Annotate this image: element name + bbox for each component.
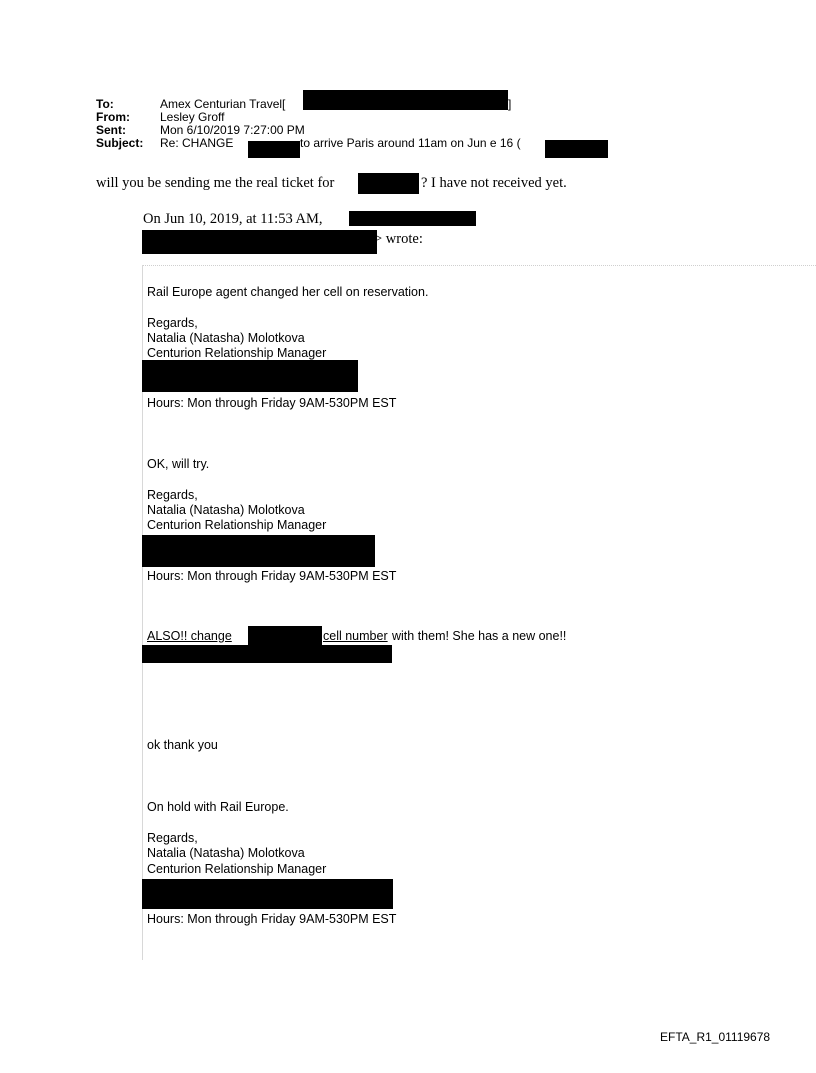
signature-name: Natalia (Natasha) Molotkova bbox=[147, 846, 305, 860]
to-close-bracket: ] bbox=[508, 97, 512, 111]
attribution-line2: > wrote: bbox=[374, 231, 423, 247]
subject-middle: to arrive Paris around 11am on Jun e 16 ( bbox=[300, 136, 521, 150]
quote-divider bbox=[142, 265, 816, 266]
redaction-bar bbox=[248, 626, 322, 646]
signature-regards: Regards, bbox=[147, 316, 198, 330]
quoted-message-also: ALSO!! change bbox=[147, 629, 232, 643]
quoted-message: ok thank you bbox=[147, 738, 218, 752]
sent-value: Mon 6/10/2019 7:27:00 PM bbox=[160, 123, 305, 137]
from-value: Lesley Groff bbox=[160, 110, 225, 124]
quoted-message-also-rest: with them! She has a new one!! bbox=[392, 629, 567, 643]
reply-text-part1: will you be sending me the real ticket for bbox=[96, 175, 335, 191]
subject-prefix: Re: CHANGE bbox=[160, 136, 234, 150]
redaction-bar bbox=[358, 173, 419, 194]
redaction-bar bbox=[142, 645, 392, 663]
signature-name: Natalia (Natasha) Molotkova bbox=[147, 503, 305, 517]
subject-label: Subject: bbox=[96, 136, 144, 150]
signature-name: Natalia (Natasha) Molotkova bbox=[147, 331, 305, 345]
to-label: To: bbox=[96, 97, 114, 111]
sent-label: Sent: bbox=[96, 123, 126, 137]
quoted-message: Rail Europe agent changed her cell on reservation. bbox=[147, 285, 429, 299]
quoted-message: On hold with Rail Europe. bbox=[147, 800, 289, 814]
redaction-bar bbox=[142, 230, 377, 254]
signature-role: Centurion Relationship Manager bbox=[147, 862, 327, 876]
signature-regards: Regards, bbox=[147, 488, 198, 502]
signature-role: Centurion Relationship Manager bbox=[147, 518, 327, 532]
signature-hours: Hours: Mon through Friday 9AM-530PM EST bbox=[147, 396, 397, 410]
attribution-line1: On Jun 10, 2019, at 11:53 AM, bbox=[143, 211, 323, 227]
signature-hours: Hours: Mon through Friday 9AM-530PM EST bbox=[147, 912, 397, 926]
quoted-message: OK, will try. bbox=[147, 457, 210, 471]
from-label: From: bbox=[96, 110, 130, 124]
redaction-bar bbox=[303, 90, 508, 110]
redaction-bar bbox=[142, 879, 393, 909]
redaction-bar bbox=[349, 211, 476, 226]
document-id: EFTA_R1_01119678 bbox=[660, 1030, 771, 1044]
redaction-bar bbox=[248, 141, 300, 158]
signature-regards: Regards, bbox=[147, 831, 198, 845]
redaction-bar bbox=[545, 140, 608, 158]
to-value: Amex Centurian Travel[ bbox=[160, 97, 286, 111]
signature-role: Centurion Relationship Manager bbox=[147, 346, 327, 360]
reply-text-part2: ? I have not received yet. bbox=[421, 175, 567, 191]
redaction-bar bbox=[142, 360, 358, 392]
signature-hours: Hours: Mon through Friday 9AM-530PM EST bbox=[147, 569, 397, 583]
quoted-message-also-cell: cell number bbox=[323, 629, 388, 643]
redaction-bar bbox=[142, 535, 375, 567]
